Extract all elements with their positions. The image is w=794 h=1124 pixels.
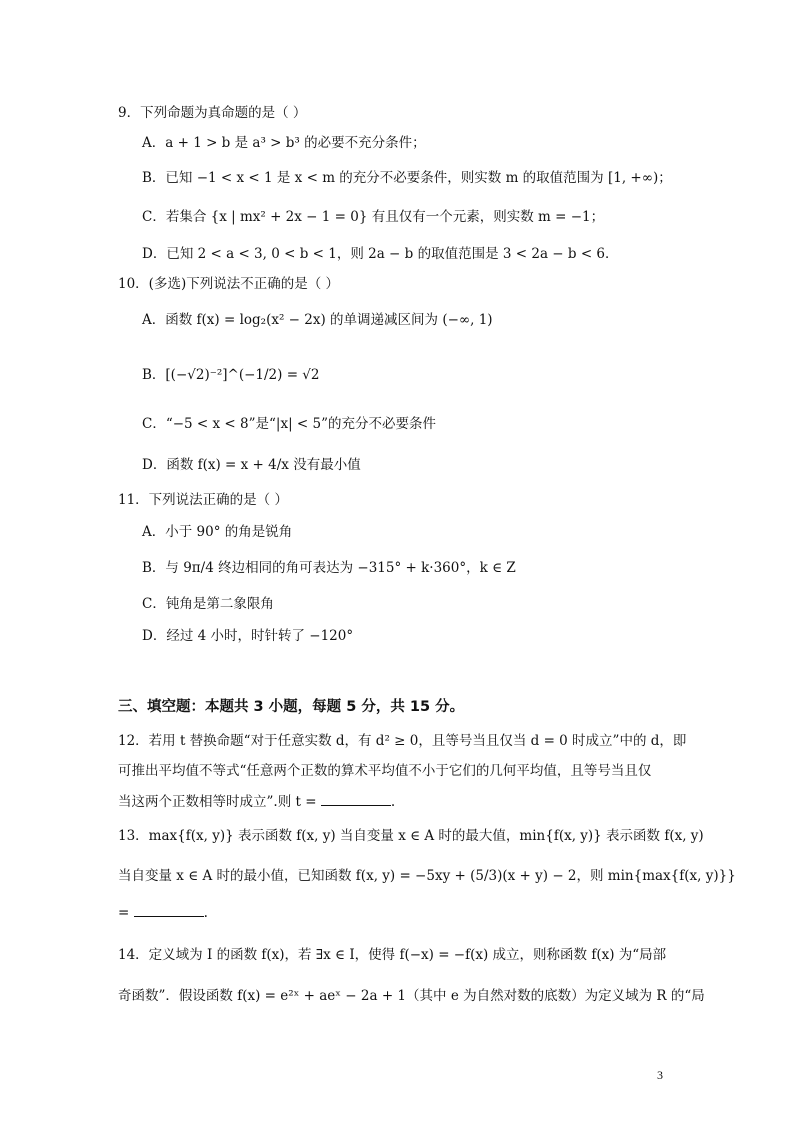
q13-line-2: 当自变量 x ∈ A 时的最小值，已知函数 f(x, y) = −5xy + (5/3)(x + y) − 2，则 min{max{f(x, y)}} <box>118 868 736 884</box>
q9-option-d: D．已知 2 < a < 3, 0 < b < 1，则 2a − b 的取值范围是 3 < 2a − b < 6． <box>142 246 619 262</box>
q10-option-c: C．“−5 < x < 8”是“|x| < 5”的充分不必要条件 <box>142 416 437 432</box>
q13-answer-blank[interactable] <box>134 902 204 917</box>
page-number: 3 <box>657 1068 663 1082</box>
q12-line-3-text: 当这两个正数相等时成立”.则 t = <box>118 794 317 810</box>
q11-option-a: A．小于 90° 的角是锐角 <box>142 524 293 540</box>
q10-option-b: B．[(−√2)⁻²]^(−1/2) = √2 <box>142 367 320 383</box>
q13-line-3 <box>118 902 208 923</box>
q12-answer-blank[interactable] <box>321 791 391 806</box>
q12-line-3 <box>118 791 395 812</box>
q10-option-d: D．函数 f(x) = x + 4/x 没有最小值 <box>142 457 361 473</box>
q9-option-c: C．若集合 {x | mx² + 2x − 1 = 0} 有且仅有一个元素，则实数 m = −1； <box>142 209 605 225</box>
q14-line-2: 奇函数”．假设函数 f(x) = e²ˣ + aeˣ − 2a + 1（其中 e 为自然对数的底数）为定义域为 R 的“局 <box>118 988 705 1004</box>
q11-option-b: B．与 9π/4 终边相同的角可表达为 −315° + k·360°，k ∈ Z <box>142 560 516 576</box>
q13-line-3-text: = <box>118 905 130 921</box>
q14-line-1: 14．定义域为 I 的函数 f(x)，若 ∃x ∈ I，使得 f(−x) = −f(x) 成立，则称函数 f(x) 为“局部 <box>118 947 667 963</box>
q9-stem: 9．下列命题为真命题的是（ ） <box>118 105 307 121</box>
section-title: 三、填空题：本题共 3 小题，每题 5 分，共 15 分。 <box>118 699 465 715</box>
q12-period: . <box>390 794 396 810</box>
q9-option-b: B．已知 −1 < x < 1 是 x < m 的充分不必要条件，则实数 m 的取值范围为 [1, +∞)； <box>142 170 672 186</box>
q12-line-1: 12．若用 t 替换命题“对于任意实数 d，有 d² ≥ 0，且等号当且仅当 d = 0 时成立”中的 d，即 <box>118 733 687 749</box>
q11-option-d: D．经过 4 小时，时针转了 −120° <box>142 628 354 644</box>
q12-line-2: 可推出平均值不等式“任意两个正数的算术平均值不小于它们的几何平均值，且等号当且仅 <box>118 763 652 779</box>
q13-period: . <box>203 905 208 921</box>
q11-stem: 11．下列说法正确的是（ ） <box>118 492 288 508</box>
q10-stem: 10．(多选)下列说法不正确的是（ ） <box>118 276 340 292</box>
q9-option-a: A．a + 1 > b 是 a³ > b³ 的必要不充分条件； <box>142 135 426 151</box>
q10-option-a: A．函数 f(x) = log₂(x² − 2x) 的单调递减区间为 (−∞, 1) <box>142 312 493 328</box>
q13-line-1: 13．max{f(x, y)} 表示函数 f(x, y) 当自变量 x ∈ A 时的最大值，min{f(x, y)} 表示函数 f(x, y) <box>118 828 704 844</box>
q11-option-c: C．钝角是第二象限角 <box>142 596 274 612</box>
